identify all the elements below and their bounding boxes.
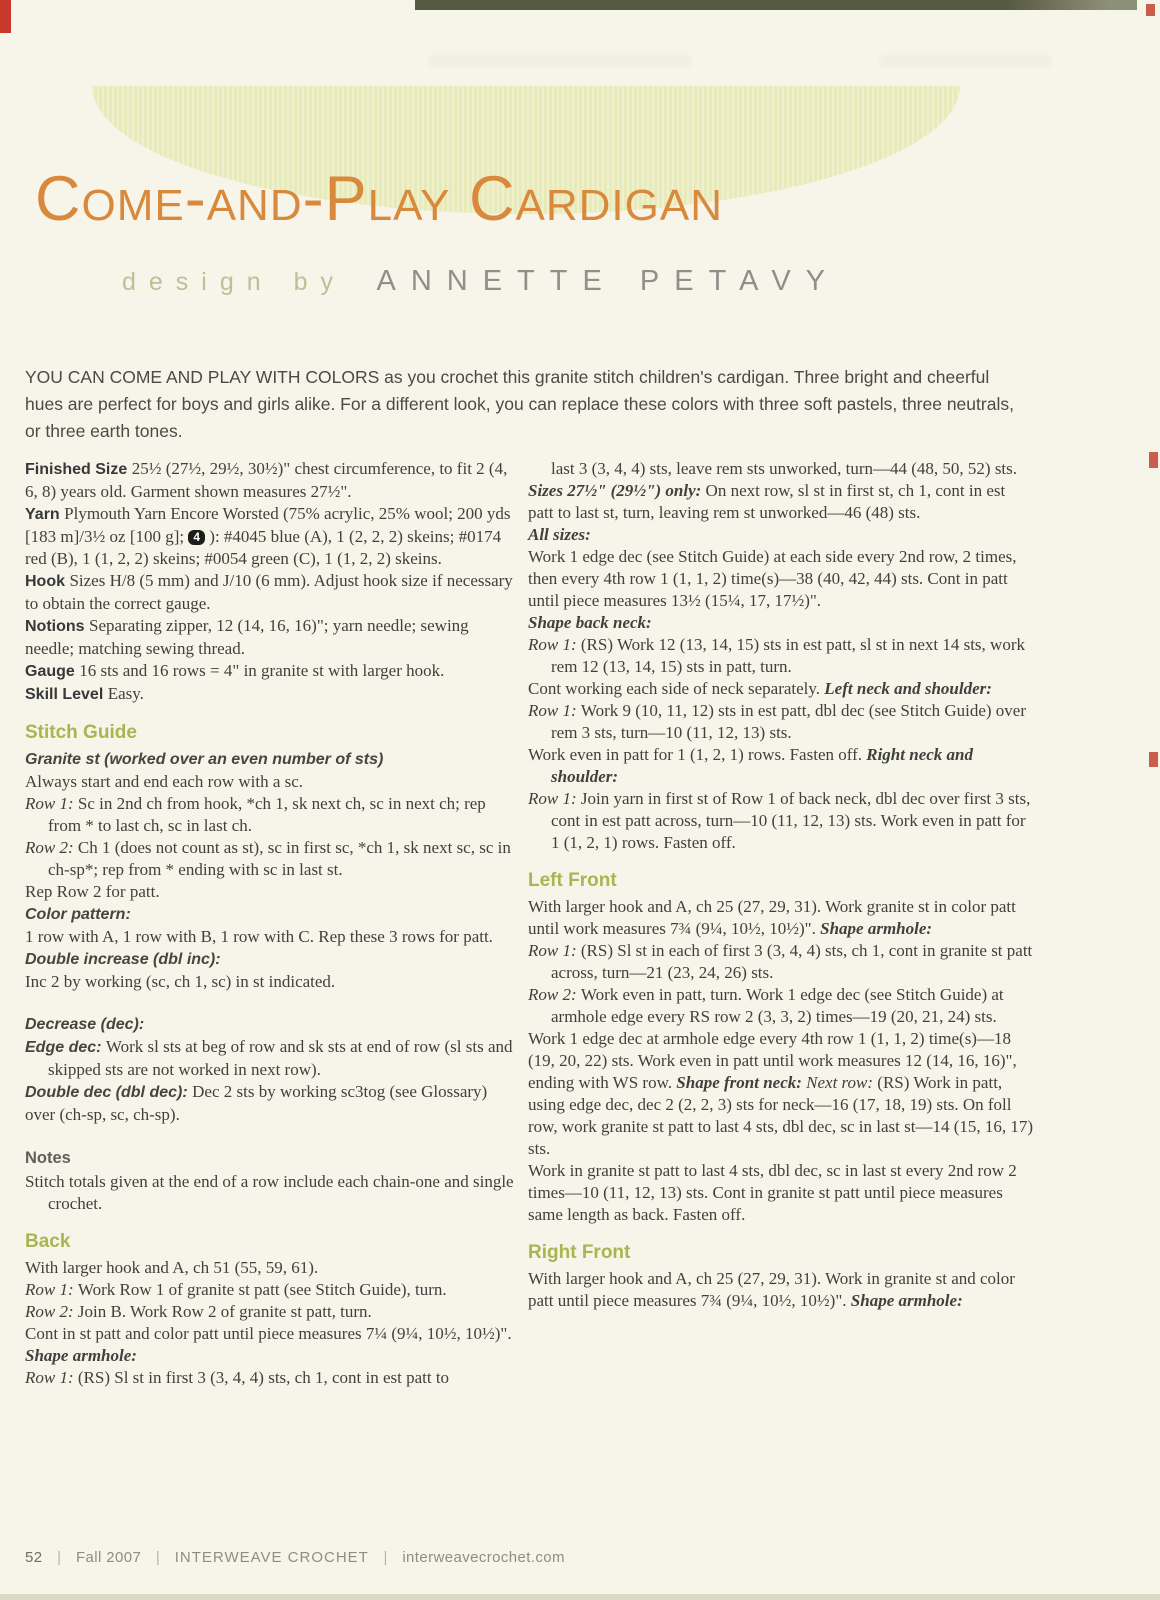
pattern-paragraph [528, 458, 1034, 480]
row-label: Row 1: [25, 1368, 78, 1387]
pattern-paragraph [25, 793, 517, 837]
text-run: (RS) Work 12 (13, 14, 15) sts in est patt, sl st in next 14 sts, work rem 12 (13, 14, 15) sts in patt, turn. [551, 635, 1025, 676]
pattern-paragraph [25, 1171, 517, 1215]
pattern-paragraph [528, 634, 1034, 678]
text-run: Work even in patt for 1 (1, 2, 1) rows. Fasten off. [528, 745, 867, 764]
stitchguide-label: Edge dec: [25, 1039, 106, 1056]
text-run: 16 sts and 16 rows = 4" in granite st with larger hook. [79, 661, 445, 680]
pattern-paragraph [528, 524, 1034, 546]
red-edge-tick [1149, 752, 1158, 767]
text-run: Cont working each side of neck separately. [528, 679, 825, 698]
bold-lead: Hook [25, 573, 70, 590]
pattern-paragraph [25, 971, 517, 993]
print-bleed-artifact [430, 55, 690, 67]
pattern-paragraph [25, 771, 517, 793]
text-run: Ch 1 (does not count as st), sc in first sc, *ch 1, sk next sc, sc in ch-sp*; rep from * ending with sc in last st. [48, 838, 511, 879]
section-heading: Right Front [528, 1242, 631, 1263]
text-run: Work 9 (10, 11, 12) sts in est patt, dbl dec (see Stitch Guide) over rem 3 sts, turn—10 (11, 12, 13) sts. [551, 701, 1026, 742]
text-run: Join yarn in first st of Row 1 of back neck, dbl dec over first 3 sts, cont in est patt across, turn—10 (11, 12, 13) sts. Work even in patt for 1 (1, 2, 1) rows. Fasten off. [551, 789, 1031, 852]
byline-prefix: design by [122, 268, 347, 296]
text-run: Rep Row 2 for patt. [25, 882, 160, 901]
stitchguide-label: Double dec (dbl dec): [25, 1084, 193, 1101]
text-run: 25½ (27½, 29½, 30½)" chest circumference, to fit 2 (4, 6, 8) years old. Garment shown measures 27½". [25, 459, 508, 501]
pattern-paragraph [25, 1279, 517, 1301]
text-run: With larger hook and A, ch 25 (27, 29, 31). Work granite st in color patt until work measures 7¾ (9¼, 10½, 10½)". [528, 897, 1016, 938]
bottom-page-edge [0, 1594, 1160, 1600]
stitchguide-label: Decrease (dec): [25, 1016, 145, 1033]
row-label: Row 1: [25, 1280, 78, 1299]
text-run: With larger hook and A, ch 51 (55, 59, 61). [25, 1258, 319, 1277]
intro-paragraph: YOU CAN COME AND PLAY WITH COLORS as you crochet this granite stitch children's cardigan. Three bright and cheerful hues are perfect for boys and girls alike. For a different look, you can replace these colors with three soft pastels, three neutrals, or three earth tones. [25, 367, 1014, 441]
issue-label: Fall 2007 [75, 1549, 142, 1566]
red-edge-tick [1149, 452, 1158, 468]
row-label: Row 1: [528, 635, 581, 654]
pattern-paragraph [25, 503, 517, 570]
text-run: Easy. [107, 684, 144, 703]
text-run: With larger hook and A, ch 25 (27, 29, 31). Work in granite st and color patt until piece measures 7¾ (9¼, 10½, 10½)". [528, 1269, 1015, 1310]
text-run: Sizes H/8 (5 mm) and J/10 (6 mm). Adjust hook size if necessary to obtain the correct gauge. [25, 571, 513, 613]
row-label: Row 1: [528, 941, 581, 960]
pattern-paragraph [25, 615, 517, 660]
text-run: Work 1 edge dec (see Stitch Guide) at each side every 2nd row, 2 times, then every 4th row 1 (1, 1, 2) time(s)—38 (40, 42, 44) sts. Cont in patt until piece measures 13½ (15¼, 17, 17½)". [528, 547, 1017, 610]
pattern-paragraph [25, 881, 517, 903]
stitchguide-label: Granite st (worked over an even number of sts) [25, 751, 384, 768]
pattern-paragraph [25, 458, 517, 503]
pattern-paragraph [25, 903, 517, 926]
pattern-paragraph [25, 1013, 517, 1036]
row-label: Row 1: [25, 794, 78, 813]
text-run: Sc in 2nd ch from hook, *ch 1, sk next ch, sc in next ch; rep from * to last ch, sc in last ch. [48, 794, 486, 835]
text-run: On next row, sl st in first st, ch 1, cont in est patt to last st, turn, leaving rem st unworked—46 (48) sts. [528, 481, 1006, 522]
byline [122, 265, 840, 298]
right-column [528, 458, 1034, 1312]
bold-lead: Skill Level [25, 686, 108, 703]
text-run: 1 row with A, 1 row with B, 1 row with C. Rep these 3 rows for patt. [25, 927, 493, 946]
text-run: (RS) Work in patt, using edge dec, dec 2 (2, 2, 3) sts for neck—16 (17, 18, 19) sts. On foll row, work granite st patt to last 4 sts, dbl dec, sc in last st—14 (15, 16, 17) sts. [528, 1073, 1034, 1158]
pattern-paragraph [528, 744, 1034, 788]
pattern-paragraph [528, 1268, 1034, 1312]
text-run: Plymouth Yarn Encore Worsted (75% acrylic, 25% wool; 200 yds [183 m]/3½ oz [100 g]; [25, 504, 511, 546]
text-run: Inc 2 by working (sc, ch 1, sc) in st indicated. [25, 972, 336, 991]
row-label: Row 1: [528, 789, 581, 808]
text-run: Cont in st patt and color patt until piece measures 7¼ (9¼, 10½, 10½)". [25, 1324, 512, 1343]
spacer [25, 993, 517, 1013]
pattern-paragraph [25, 748, 517, 771]
pattern-paragraph [528, 700, 1034, 744]
shape-label: Right neck and shoulder: [551, 745, 973, 786]
pattern-paragraph [528, 788, 1034, 854]
page-number: 52 [25, 1549, 43, 1566]
section-heading: Notes [25, 1149, 71, 1167]
shape-label: Shape back neck: [528, 613, 652, 632]
shape-label: Left neck and shoulder: [824, 679, 992, 698]
pattern-paragraph [25, 948, 517, 971]
pattern-paragraph [528, 612, 1034, 634]
page-footer [25, 1549, 565, 1566]
shape-label: All sizes: [528, 525, 591, 544]
pattern-paragraph [528, 1160, 1034, 1226]
shape-label: Shape armhole: [25, 1346, 137, 1365]
article-title: Come-and-Play Cardigan [35, 164, 723, 234]
website-link[interactable]: interweavecrochet.com [402, 1549, 565, 1566]
text-run: (RS) Sl st in each of first 3 (3, 4, 4) sts, ch 1, cont in granite st patt across, turn—21 (23, 24, 26) sts. [551, 941, 1033, 982]
bold-lead: Notions [25, 618, 89, 635]
bold-lead: Yarn [25, 506, 65, 523]
pattern-paragraph [25, 570, 517, 615]
pattern-paragraph [528, 546, 1034, 612]
row-label: Row 2: [25, 1302, 78, 1321]
text-run: last 3 (3, 4, 4) sts, leave rem sts unworked, turn—44 (48, 50, 52) sts. [551, 459, 1018, 478]
red-page-edge-mark [0, 0, 11, 33]
row-label: Row 1: [528, 701, 581, 720]
magazine-name: INTERWEAVE CROCHET [174, 1549, 369, 1566]
text-run: (RS) Sl st in first 3 (3, 4, 4) sts, ch 1, cont in est patt to [77, 1368, 450, 1387]
pattern-paragraph [25, 1367, 517, 1389]
row-label: Row 2: [528, 985, 581, 1004]
red-edge-tick [1146, 4, 1155, 16]
yarn-weight-icon: 4 [188, 530, 205, 545]
text-run: Work in granite st patt to last 4 sts, dbl dec, sc in last st every 2nd row 2 times—10 (11, 12, 13) sts. Cont in granite st patt until piece measures same length as back. Fasten off. [528, 1161, 1017, 1224]
pattern-paragraph [25, 837, 517, 881]
text-run: Work 1 edge dec at armhole edge every 4th row 1 (1, 1, 2) time(s)—18 (19, 20, 22) sts. Work even in patt until work measures 12 (14, 16, 16)", ending with WS row. [528, 1029, 1017, 1092]
text-run: Work even in patt, turn. Work 1 edge dec (see Stitch Guide) at armhole edge every RS row 2 (3, 3, 2) times—19 (20, 21, 24) sts. [551, 985, 1004, 1026]
section-heading: Left Front [528, 870, 617, 891]
text-run: Separating zipper, 12 (14, 16, 16)"; yarn needle; sewing needle; matching sewing thread. [25, 616, 469, 658]
bold-lead: Gauge [25, 663, 80, 680]
shape-label: Sizes 27½" (29½") only: [528, 481, 706, 500]
row-label: Row 2: [25, 838, 78, 857]
section-heading: Stitch Guide [25, 722, 137, 743]
pattern-paragraph [25, 1323, 517, 1367]
stitchguide-label: Double increase (dbl inc): [25, 951, 221, 968]
section-heading: Back [25, 1231, 71, 1252]
shape-label: Shape armhole: [820, 919, 933, 938]
pattern-paragraph [528, 678, 1034, 700]
text-run: Stitch totals given at the end of a row include each chain-one and single crochet. [25, 1172, 514, 1213]
pattern-paragraph [528, 940, 1034, 984]
row-label: Next row: [806, 1073, 878, 1092]
footer-separator: | [155, 1549, 161, 1566]
print-bleed-artifact [880, 55, 1050, 67]
shape-label: Shape armhole: [850, 1291, 963, 1310]
left-column [25, 458, 517, 1389]
pattern-paragraph [528, 984, 1034, 1028]
designer-name: ANNETTE PETAVY [376, 265, 841, 297]
pattern-paragraph [25, 1301, 517, 1323]
footer-separator: | [383, 1549, 388, 1566]
footer-separator: | [57, 1549, 62, 1566]
text-run: Always start and end each row with a sc. [25, 772, 304, 791]
pattern-paragraph [25, 683, 517, 706]
text-run: ): #4045 blue (A), 1 (2, 2, 2) skeins; #0174 red (B), 1 (1, 2, 2) skeins; #0054 green (C), 1 (1, 2, 2) skeins. [25, 527, 502, 568]
pattern-paragraph [25, 926, 517, 948]
text-run: Join B. Work Row 2 of granite st patt, turn. [77, 1302, 372, 1321]
text-run: Dec 2 sts by working sc3tog (see Glossary) over (ch-sp, sc, ch-sp). [25, 1082, 488, 1124]
text-run: Work Row 1 of granite st patt (see Stitch Guide), turn. [77, 1280, 447, 1299]
top-edge-bar [415, 0, 1137, 10]
text-run: Work sl sts at beg of row and sk sts at end of row (sl sts and skipped sts are not worked in next row). [48, 1037, 513, 1079]
pattern-paragraph [25, 1257, 517, 1279]
pattern-paragraph [528, 480, 1034, 524]
pattern-paragraph [25, 1036, 517, 1081]
bold-lead: Finished Size [25, 461, 132, 478]
shape-label: Shape front neck: [676, 1073, 807, 1092]
pattern-paragraph [528, 1028, 1034, 1160]
pattern-paragraph [528, 896, 1034, 940]
pattern-paragraph [25, 660, 517, 683]
stitchguide-label: Color pattern: [25, 906, 131, 923]
pattern-paragraph [25, 1081, 517, 1126]
